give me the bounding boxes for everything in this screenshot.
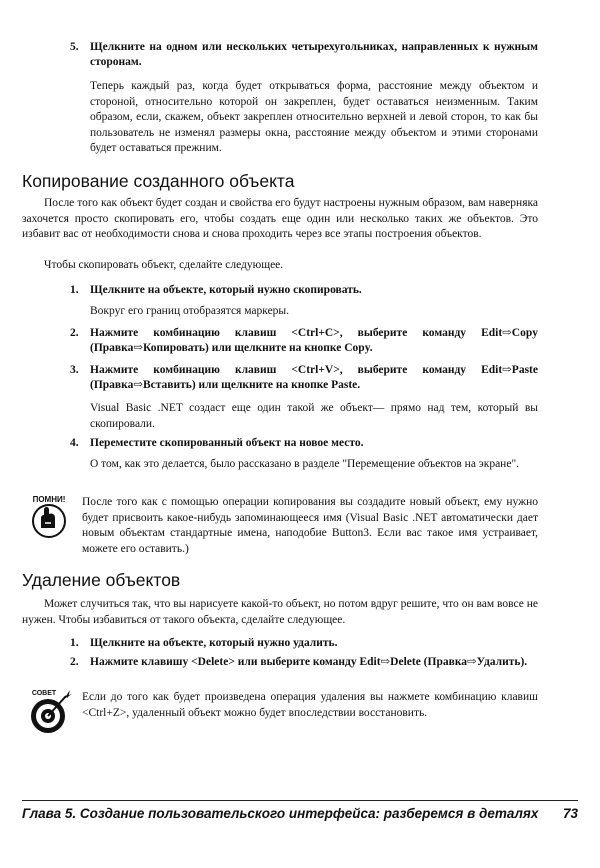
step-text: Щелкните на одном или нескольких четырехугольниках, направленных к нужным сторонам.: [90, 41, 538, 68]
copy-step-1-note: Вокруг его границ отобразятся маркеры.: [90, 305, 290, 317]
tip-icon-label: СОВЕТ: [31, 690, 57, 697]
copy-lead-paragraph: Чтобы скопировать объект, сделайте следующее.: [44, 259, 284, 271]
step-number: 1.: [70, 637, 79, 649]
step-number: 1.: [70, 284, 79, 296]
step-text: Переместите скопированный объект на новое место.: [90, 437, 364, 449]
copy-step-1: [70, 283, 538, 298]
section-heading-delete: Удаление объектов: [22, 570, 181, 590]
delete-step-1: [70, 636, 538, 651]
copy-step-2: [70, 326, 538, 356]
step-number: 5.: [70, 41, 79, 53]
step-number: 4.: [70, 437, 79, 449]
intro-step: [70, 40, 538, 70]
section-heading-copy: Копирование созданного объекта: [22, 171, 295, 191]
footer-rule: [22, 800, 578, 801]
step-text: Нажмите комбинацию клавиш <Ctrl+V>, выберите команду Edit⇨Paste (Правка⇨Вставить) или щелкните на кнопке Paste.: [90, 364, 538, 391]
copy-step-4-note: О том, как это делается, было рассказано в разделе "Перемещение объектов на экране".: [90, 458, 520, 470]
step-text: Щелкните на объекте, который нужно скопировать.: [90, 284, 362, 296]
step-text: Нажмите клавишу <Delete> или выберите команду Edit⇨Delete (Правка⇨Удалить).: [90, 656, 528, 668]
footer-chapter-title: Глава 5. Создание пользовательского интерфейса: разберемся в деталях: [22, 806, 539, 821]
tip-note: Если до того как будет произведена операция удаления вы нажмете комбинацию клавиш <Ctrl+Z>, удаленный объект можно будет впоследствии восстановить.: [82, 691, 538, 719]
remember-icon-label: ПОМНИ!: [32, 495, 66, 504]
page-footer: [22, 806, 578, 821]
intro-paragraph: Теперь каждый раз, когда будет открываться форма, расстояние между объектом и стороной, относительно которой он закреплен, будет оставаться неизменным. Таким образом, если, скажем, объект закреплен относительно верхней и левой сторон, то как бы пользователь не изменял размеры окна, расстояние между объектом и этими сторонами будет оставаться прежним.: [90, 80, 538, 154]
copy-step-3: [70, 363, 538, 393]
remember-note: После того как с помощью операции копирования вы создадите новый объект, ему нужно будет присвоить какое-нибудь запоминающееся имя (Visual Basic .NET автоматически дает новым объектам стандартные имена, наподобие Button3. Если вас такое имя устраивает, можете его оставить.): [82, 496, 538, 555]
step-number: 2.: [70, 656, 79, 668]
page-number: 73: [562, 806, 578, 821]
step-number: 3.: [70, 364, 79, 376]
delete-step-2: [70, 655, 538, 670]
step-text: Нажмите комбинацию клавиш <Ctrl+C>, выберите команду Edit⇨Copy (Правка⇨Копировать) или щелкните на кнопке Copy.: [90, 327, 538, 354]
copy-step-3-note: Visual Basic .NET создаст еще один такой же объект— прямо над тем, который вы скопировали.: [90, 402, 538, 430]
tip-icon: [24, 686, 76, 736]
delete-intro-paragraph: Может случиться так, что вы нарисуете какой-то объект, но потом вдруг решите, что он вам вовсе не нужен. Чтобы избавиться от такого объекта, сделайте следующее.: [22, 598, 538, 626]
remember-icon: [20, 492, 78, 540]
step-text: Щелкните на объекте, который нужно удалить.: [90, 637, 338, 649]
copy-step-4: [70, 436, 538, 451]
copy-intro-paragraph: После того как объект будет создан и свойства его будут настроены нужным образом, вам наверняка захочется просто скопировать его, чтобы создать еще один или несколько таких же объектов. Это избавит вас от необходимости снова и снова проходить через все этапы построения объектов.: [22, 197, 538, 240]
step-number: 2.: [70, 327, 79, 339]
